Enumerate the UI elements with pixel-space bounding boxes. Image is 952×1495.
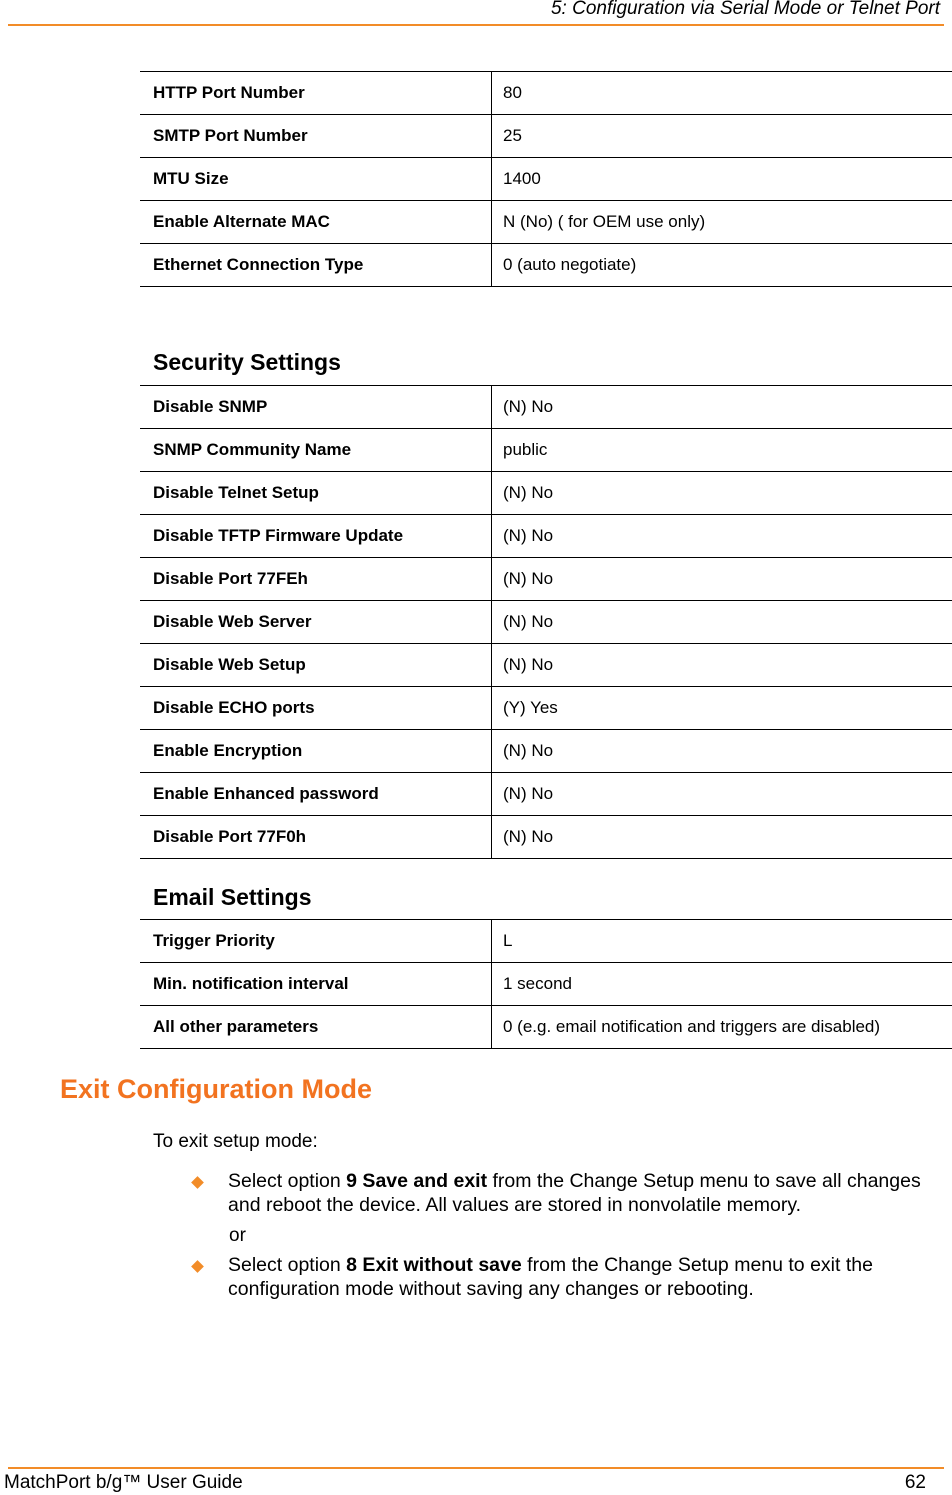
row-label: Disable SNMP [153,397,268,416]
table-row [140,429,952,472]
security-settings-table [140,385,952,859]
row-label: HTTP Port Number [153,83,305,102]
row-value: (N) No [503,827,554,846]
table-row [140,644,952,687]
row-label: All other parameters [153,1017,319,1036]
row-value: 1 second [503,974,572,993]
bullet-text: Select option 9 Save and exit from the Change Setup menu to save all changes and reboot the device. All values are stored in nonvolatile memory. [228,1170,921,1216]
row-value: (N) No [503,741,554,760]
row-label: Disable Port 77F0h [153,827,307,846]
list-item [190,1253,935,1301]
exit-configuration-heading: Exit Configuration Mode [60,1074,372,1104]
row-value: 0 (auto negotiate) [503,255,637,274]
page-number: 62 [904,1472,926,1493]
table-row [140,386,952,429]
table-row [140,201,952,244]
table-row [140,472,952,515]
footer-guide-title: MatchPort b/g™ User Guide [4,1472,243,1493]
row-label: Ethernet Connection Type [153,255,364,274]
row-value: 80 [503,83,522,102]
row-value: (N) No [503,397,554,416]
row-label: Enable Alternate MAC [153,212,330,231]
table-row [140,158,952,201]
row-label: Disable Web Setup [153,655,306,674]
intro-text: To exit setup mode: [153,1131,318,1152]
row-value: L [503,931,513,950]
row-value: (N) No [503,483,554,502]
row-label: Disable TFTP Firmware Update [153,526,404,545]
table-row [140,816,952,859]
row-label: Disable ECHO ports [153,698,315,717]
network-settings-table [140,71,952,287]
row-label: Trigger Priority [153,931,275,950]
row-value: (N) No [503,612,554,631]
header-divider [8,24,944,26]
security-settings-title: Security Settings [153,349,341,375]
table-row [140,687,952,730]
row-value: 1400 [503,169,541,188]
row-label: SMTP Port Number [153,126,308,145]
row-label: Disable Web Server [153,612,312,631]
list-item [190,1169,935,1217]
row-label: Enable Enhanced password [153,784,379,803]
row-value: 0 (e.g. email notification and triggers are disabled) [503,1017,881,1036]
row-value: (N) No [503,655,554,674]
row-value: (Y) Yes [503,698,558,717]
table-row [140,920,952,963]
row-label: Disable Telnet Setup [153,483,319,502]
row-value: N (No) ( for OEM use only) [503,212,706,231]
row-label: Min. notification interval [153,974,349,993]
row-label: MTU Size [153,169,229,188]
row-value: (N) No [503,784,554,803]
row-value: (N) No [503,526,554,545]
table-row [140,515,952,558]
or-text: or [229,1225,246,1246]
email-settings-title: Email Settings [153,884,312,910]
running-header: 5: Configuration via Serial Mode or Telnet Port [550,0,940,19]
table-row [140,244,952,287]
table-row [140,730,952,773]
email-settings-table [140,919,952,1049]
table-row [140,963,952,1006]
table-row [140,115,952,158]
table-row [140,601,952,644]
table-row [140,72,952,115]
row-label: Enable Encryption [153,741,303,760]
bullet-text: Select option 8 Exit without save from the Change Setup menu to exit the configuration mode without saving any changes or rebooting. [228,1254,873,1300]
table-row [140,773,952,816]
row-label: SNMP Community Name [153,440,352,459]
row-label: Disable Port 77FEh [153,569,308,588]
row-value: 25 [503,126,522,145]
row-value: public [503,440,548,459]
row-value: (N) No [503,569,554,588]
footer-divider [8,1467,944,1469]
table-row [140,558,952,601]
table-row [140,1006,952,1049]
